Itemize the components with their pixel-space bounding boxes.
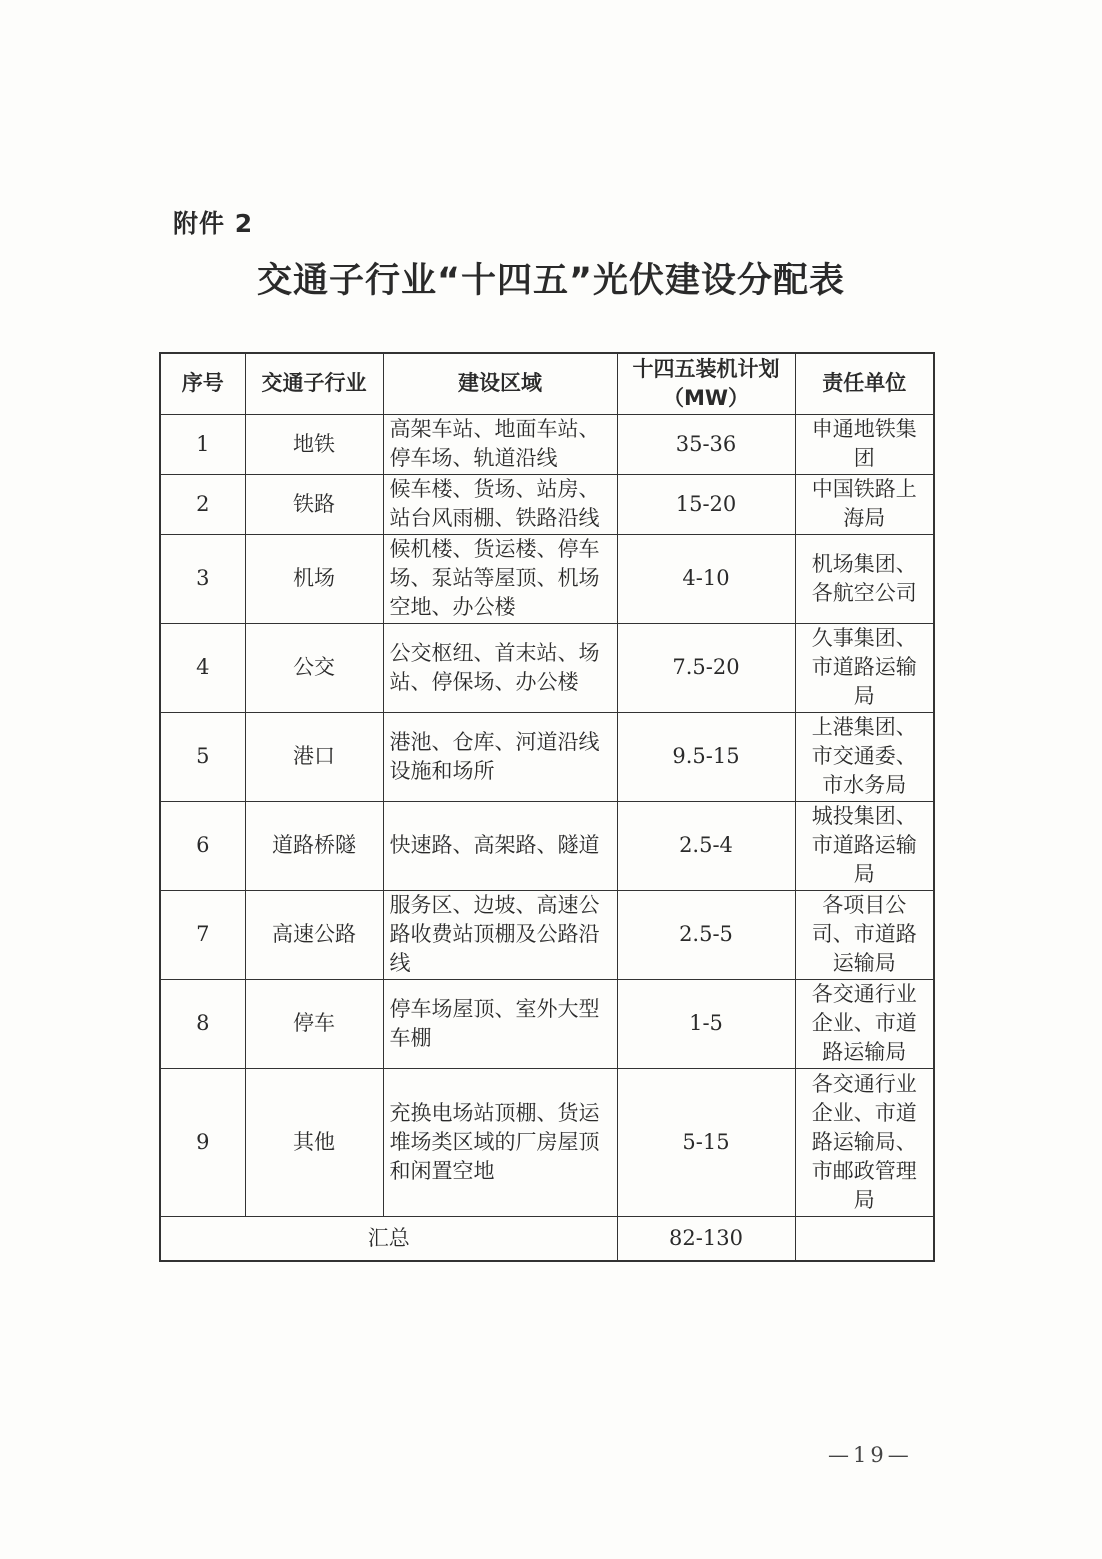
cell-area: 快速路、高架路、隧道 — [383, 801, 617, 890]
cell-plan: 9.5-15 — [617, 712, 795, 801]
cell-plan: 15-20 — [617, 474, 795, 534]
document-title: 交通子行业“十四五”光伏建设分配表 — [256, 261, 845, 301]
cell-area: 服务区、边坡、高速公路收费站顶棚及公路沿线 — [383, 890, 617, 979]
table-header-row — [160, 353, 934, 414]
cell-industry: 公交 — [245, 623, 383, 712]
cell-no: 7 — [160, 890, 245, 979]
cell-responsible: 各项目公司、市道路运输局 — [795, 890, 934, 979]
cell-industry: 高速公路 — [245, 890, 383, 979]
cell-total-responsible — [795, 1216, 934, 1261]
cell-responsible: 各交通行业企业、市道路运输局、市邮政管理局 — [795, 1068, 934, 1216]
cell-industry: 港口 — [245, 712, 383, 801]
cell-total-label: 汇总 — [160, 1216, 617, 1261]
cell-responsible: 申通地铁集团 — [795, 414, 934, 474]
cell-no: 4 — [160, 623, 245, 712]
cell-area: 候机楼、货运楼、停车场、泵站等屋顶、机场空地、办公楼 — [383, 534, 617, 623]
page-number: —19— — [828, 1443, 913, 1467]
cell-responsible: 城投集团、市道路运输局 — [795, 801, 934, 890]
cell-plan: 2.5-4 — [617, 801, 795, 890]
allocation-table — [159, 352, 935, 1262]
table-row — [160, 623, 934, 712]
cell-area: 充换电场站顶棚、货运堆场类区域的厂房屋顶和闲置空地 — [383, 1068, 617, 1216]
cell-plan: 7.5-20 — [617, 623, 795, 712]
table-row — [160, 712, 934, 801]
cell-no: 6 — [160, 801, 245, 890]
cell-industry: 其他 — [245, 1068, 383, 1216]
cell-responsible: 各交通行业企业、市道路运输局 — [795, 979, 934, 1068]
cell-industry: 铁路 — [245, 474, 383, 534]
header-responsible: 责任单位 — [795, 353, 934, 414]
table-row — [160, 801, 934, 890]
cell-industry: 地铁 — [245, 414, 383, 474]
cell-area: 港池、仓库、河道沿线设施和场所 — [383, 712, 617, 801]
table-row — [160, 534, 934, 623]
header-area: 建设区域 — [383, 353, 617, 414]
table-row — [160, 414, 934, 474]
cell-plan: 35-36 — [617, 414, 795, 474]
annex-label: 附件 2 — [173, 209, 254, 238]
cell-total-plan: 82-130 — [617, 1216, 795, 1261]
cell-industry: 停车 — [245, 979, 383, 1068]
cell-plan: 4-10 — [617, 534, 795, 623]
table-row — [160, 890, 934, 979]
table-row — [160, 1068, 934, 1216]
cell-no: 8 — [160, 979, 245, 1068]
cell-responsible: 上港集团、市交通委、市水务局 — [795, 712, 934, 801]
cell-responsible: 中国铁路上海局 — [795, 474, 934, 534]
cell-no: 2 — [160, 474, 245, 534]
cell-no: 9 — [160, 1068, 245, 1216]
cell-responsible: 机场集团、各航空公司 — [795, 534, 934, 623]
table-row — [160, 979, 934, 1068]
cell-responsible: 久事集团、市道路运输局 — [795, 623, 934, 712]
cell-area: 候车楼、货场、站房、站台风雨棚、铁路沿线 — [383, 474, 617, 534]
cell-no: 1 — [160, 414, 245, 474]
cell-area: 停车场屋顶、室外大型车棚 — [383, 979, 617, 1068]
cell-no: 3 — [160, 534, 245, 623]
table-total-row — [160, 1216, 934, 1261]
cell-industry: 机场 — [245, 534, 383, 623]
cell-plan: 5-15 — [617, 1068, 795, 1216]
header-industry: 交通子行业 — [245, 353, 383, 414]
cell-area: 公交枢纽、首末站、场站、停保场、办公楼 — [383, 623, 617, 712]
cell-area: 高架车站、地面车站、停车场、轨道沿线 — [383, 414, 617, 474]
header-no: 序号 — [160, 353, 245, 414]
table-row — [160, 474, 934, 534]
header-plan: 十四五装机计划（MW） — [617, 353, 795, 414]
cell-no: 5 — [160, 712, 245, 801]
cell-industry: 道路桥隧 — [245, 801, 383, 890]
cell-plan: 1-5 — [617, 979, 795, 1068]
cell-plan: 2.5-5 — [617, 890, 795, 979]
